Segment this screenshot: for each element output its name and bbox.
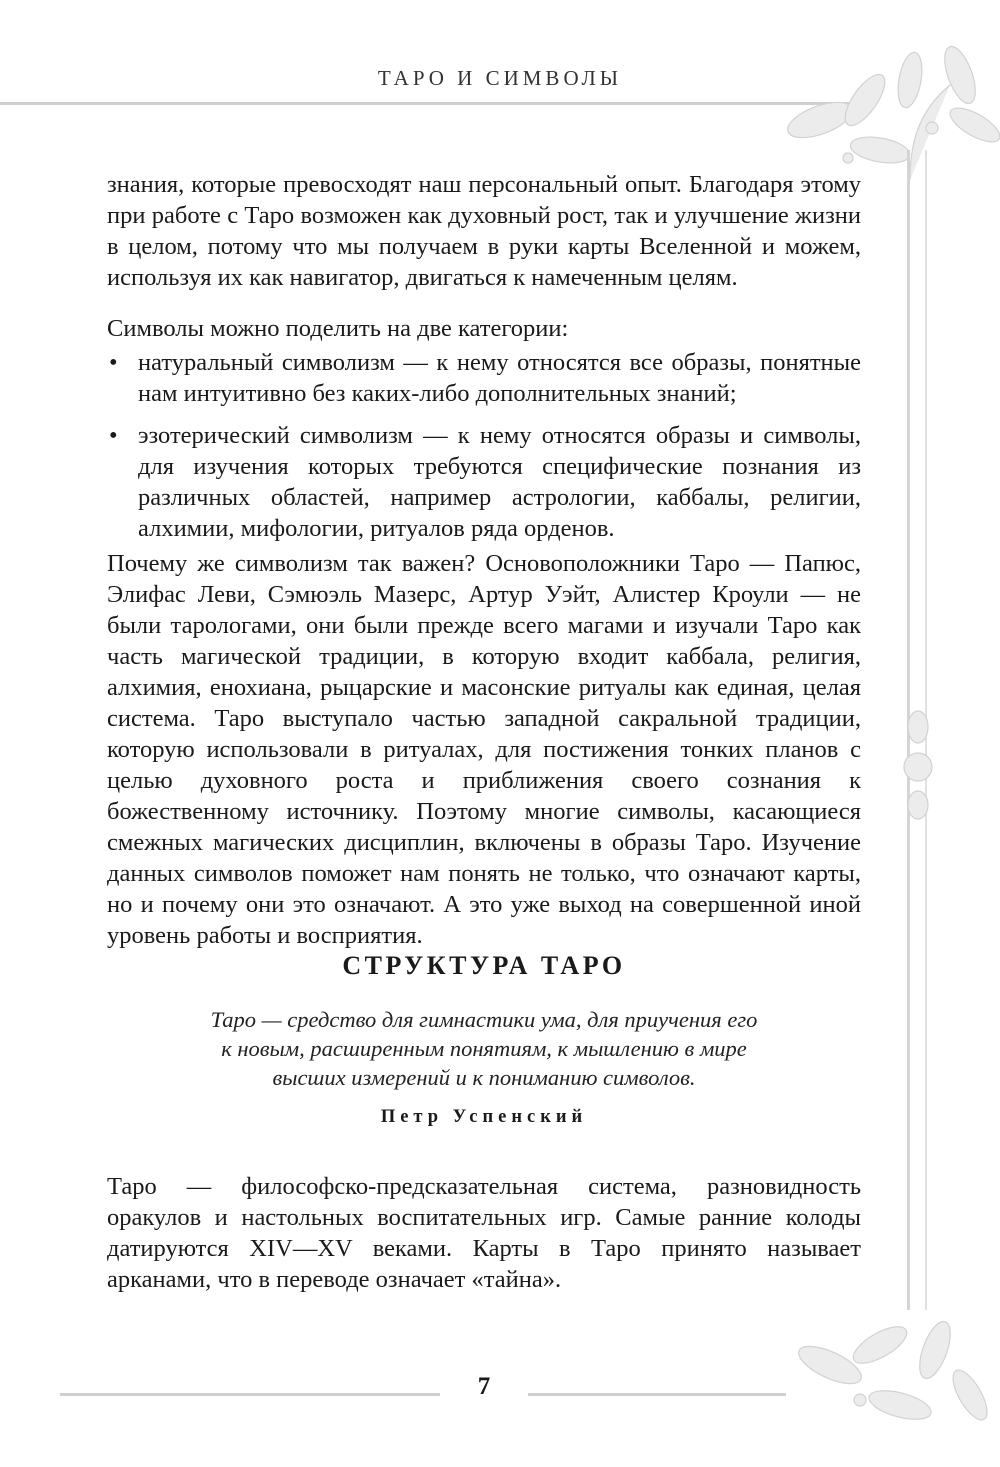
footer-rule [528,1393,786,1396]
floral-ornament-bottom-icon [760,1305,1000,1455]
footer-rule [60,1393,440,1396]
bullet-item-esoteric [107,420,861,544]
running-header: ТАРО И СИМВОЛЫ [377,66,623,90]
page-number: 7 [477,1373,491,1400]
paragraph-intro [107,169,861,293]
paragraph-categories [107,313,861,344]
bullet-text: эзотерический символизм — к нему относятся образы и символы, для изучения которых требуются специфические познания из различных областей, например астрологии, каббалы, религии, алхимии, мифологии, ритуалов ряда орденов. [138,422,861,542]
bullet-item-natural [107,347,861,409]
paragraph-why-text: Почему же символизм так важен? Основоположники Таро — Папюс, Элифас Леви, Сэмюэль Мазерс, Артур Уэйт, Алистер Кроули — не были тарологами, они были прежде всего магами и изучали Таро как часть магической традиции, в которую входит каббала, религия, алхимия, енохиана, рыцарские и масонские ритуалы как единая, целая система. Таро выступало частью западной сакральной традиции, которую использовали в ритуалах, для постижения тонких планов с целью духовного роста и приближения своего сознания к божественному источнику. Поэтому многие символы, касающиеся смежных магических дисциплин, включены в образы Таро. Изучение данных символов поможет нам понять не только, что означают карты, но и почему они это означают. А это уже выход на совершенной иной уровень работы и восприятия. [107,550,861,949]
side-ornament-icon [893,705,943,825]
paragraph-structure [107,1171,861,1295]
epigraph-author: Петр Успенский [380,1107,588,1127]
paragraph-structure-text: Таро — философско-предсказательная система, разновидность оракулов и настольных воспитательных игр. Самые ранние колоды датируются XIV—XV веками. Карты в Таро принято называет арканами, что в переводе означает «тайна». [107,1173,861,1293]
floral-ornament-top-icon [760,40,1000,190]
paragraph-categories-text: Символы можно поделить на две категории: [107,315,569,342]
bullet-mark: • [109,349,118,376]
section-title: СТРУКТУРА ТАРО [342,951,626,980]
paragraph-why [107,548,861,951]
epigraph [150,1005,818,1092]
epigraph-line: к новым, расширенным понятиям, к мышлению в мире [221,1036,747,1061]
bullet-list [107,347,861,555]
epigraph-line: Таро — средство для гимнастики ума, для приучения его [210,1007,758,1032]
bullet-text: натуральный символизм — к нему относятся все образы, понятные нам интуитивно без каких-либо дополнительных знаний; [138,349,861,407]
bullet-mark: • [109,422,118,449]
paragraph-intro-text: знания, которые превосходят наш персональный опыт. Благодаря этому при работе с Таро возможен как духовный рост, так и улучшение жизни в целом, потому что мы получаем в руки карты Вселенной и можем, используя их как навигатор, двигаться к намеченным целям. [107,171,861,291]
header-rule [0,102,858,105]
epigraph-line: высших измерений и к пониманию символов. [272,1065,696,1090]
